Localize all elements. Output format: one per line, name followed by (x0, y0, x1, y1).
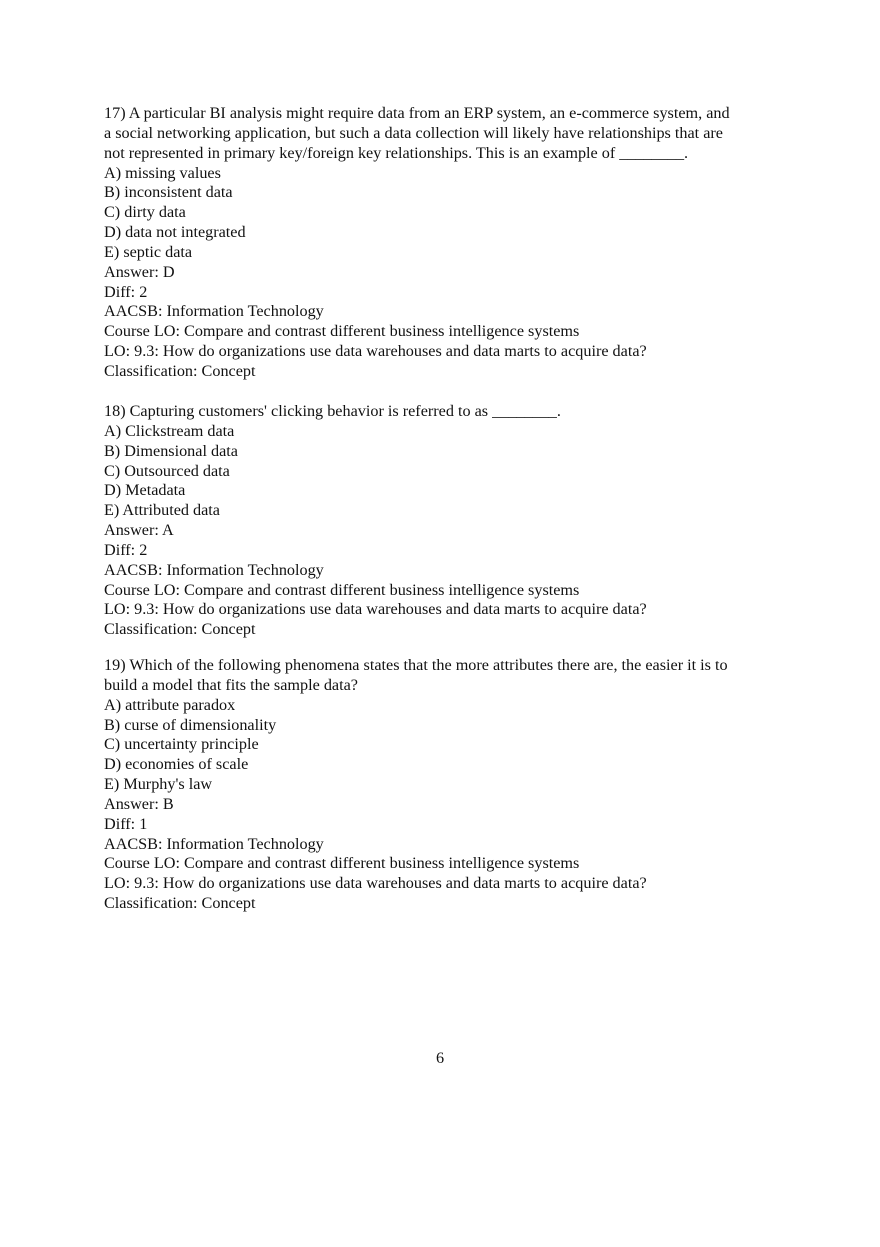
question-aacsb: AACSB: Information Technology (104, 560, 324, 579)
question-aacsb: AACSB: Information Technology (104, 834, 324, 853)
question-aacsb: AACSB: Information Technology (104, 302, 324, 321)
answer-option: A) attribute paradox (104, 695, 236, 714)
answer-option: D) economies of scale (104, 755, 249, 774)
page-number: 6 (435, 1049, 445, 1067)
answer-option: C) uncertainty principle (104, 735, 259, 754)
answer-option: E) septic data (104, 242, 193, 261)
question-diff: Diff: 2 (104, 540, 148, 559)
question-classification: Classification: Concept (104, 620, 256, 639)
question-course-lo: Course LO: Compare and contrast different business intelligence systems (104, 854, 580, 873)
question-answer: Answer: A (104, 521, 174, 540)
answer-option: D) Metadata (104, 481, 186, 500)
question-diff: Diff: 1 (104, 814, 148, 833)
question-classification: Classification: Concept (104, 361, 256, 380)
answer-option: B) Dimensional data (104, 441, 238, 460)
question-19 (104, 656, 804, 914)
question-17 (104, 104, 804, 382)
answer-option: C) dirty data (104, 203, 186, 222)
question-diff: Diff: 2 (104, 282, 148, 301)
question-lo: LO: 9.3: How do organizations use data warehouses and data marts to acquire data? (104, 342, 647, 361)
answer-option: B) curse of dimensionality (104, 715, 277, 734)
answer-option: C) Outsourced data (104, 461, 230, 480)
question-stem-line: 19) Which of the following phenomena states that the more attributes there are, the easier it is to (104, 656, 728, 674)
question-stem-line: 18) Capturing customers' clicking behavior is referred to as ________. (104, 402, 561, 420)
answer-option: B) inconsistent data (104, 183, 233, 202)
answer-option: A) missing values (104, 163, 221, 182)
answer-option: E) Murphy's law (104, 775, 213, 794)
question-answer: Answer: B (104, 794, 174, 813)
answer-option: D) data not integrated (104, 223, 246, 242)
question-course-lo: Course LO: Compare and contrast different business intelligence systems (104, 580, 580, 599)
question-stem-line: build a model that fits the sample data? (104, 675, 358, 694)
question-course-lo: Course LO: Compare and contrast different business intelligence systems (104, 322, 580, 341)
question-classification: Classification: Concept (104, 894, 256, 913)
question-18 (104, 402, 804, 640)
question-answer: Answer: D (104, 262, 175, 281)
answer-option: A) Clickstream data (104, 421, 235, 440)
question-lo: LO: 9.3: How do organizations use data warehouses and data marts to acquire data? (104, 600, 647, 619)
question-stem-line: 17) A particular BI analysis might require data from an ERP system, an e-commerce system, and (104, 104, 730, 122)
answer-option: E) Attributed data (104, 501, 220, 520)
question-lo: LO: 9.3: How do organizations use data warehouses and data marts to acquire data? (104, 874, 647, 893)
question-stem-line: a social networking application, but such a data collection will likely have relationships that are (104, 123, 723, 142)
question-stem-line: not represented in primary key/foreign key relationships. This is an example of ________. (104, 143, 689, 162)
